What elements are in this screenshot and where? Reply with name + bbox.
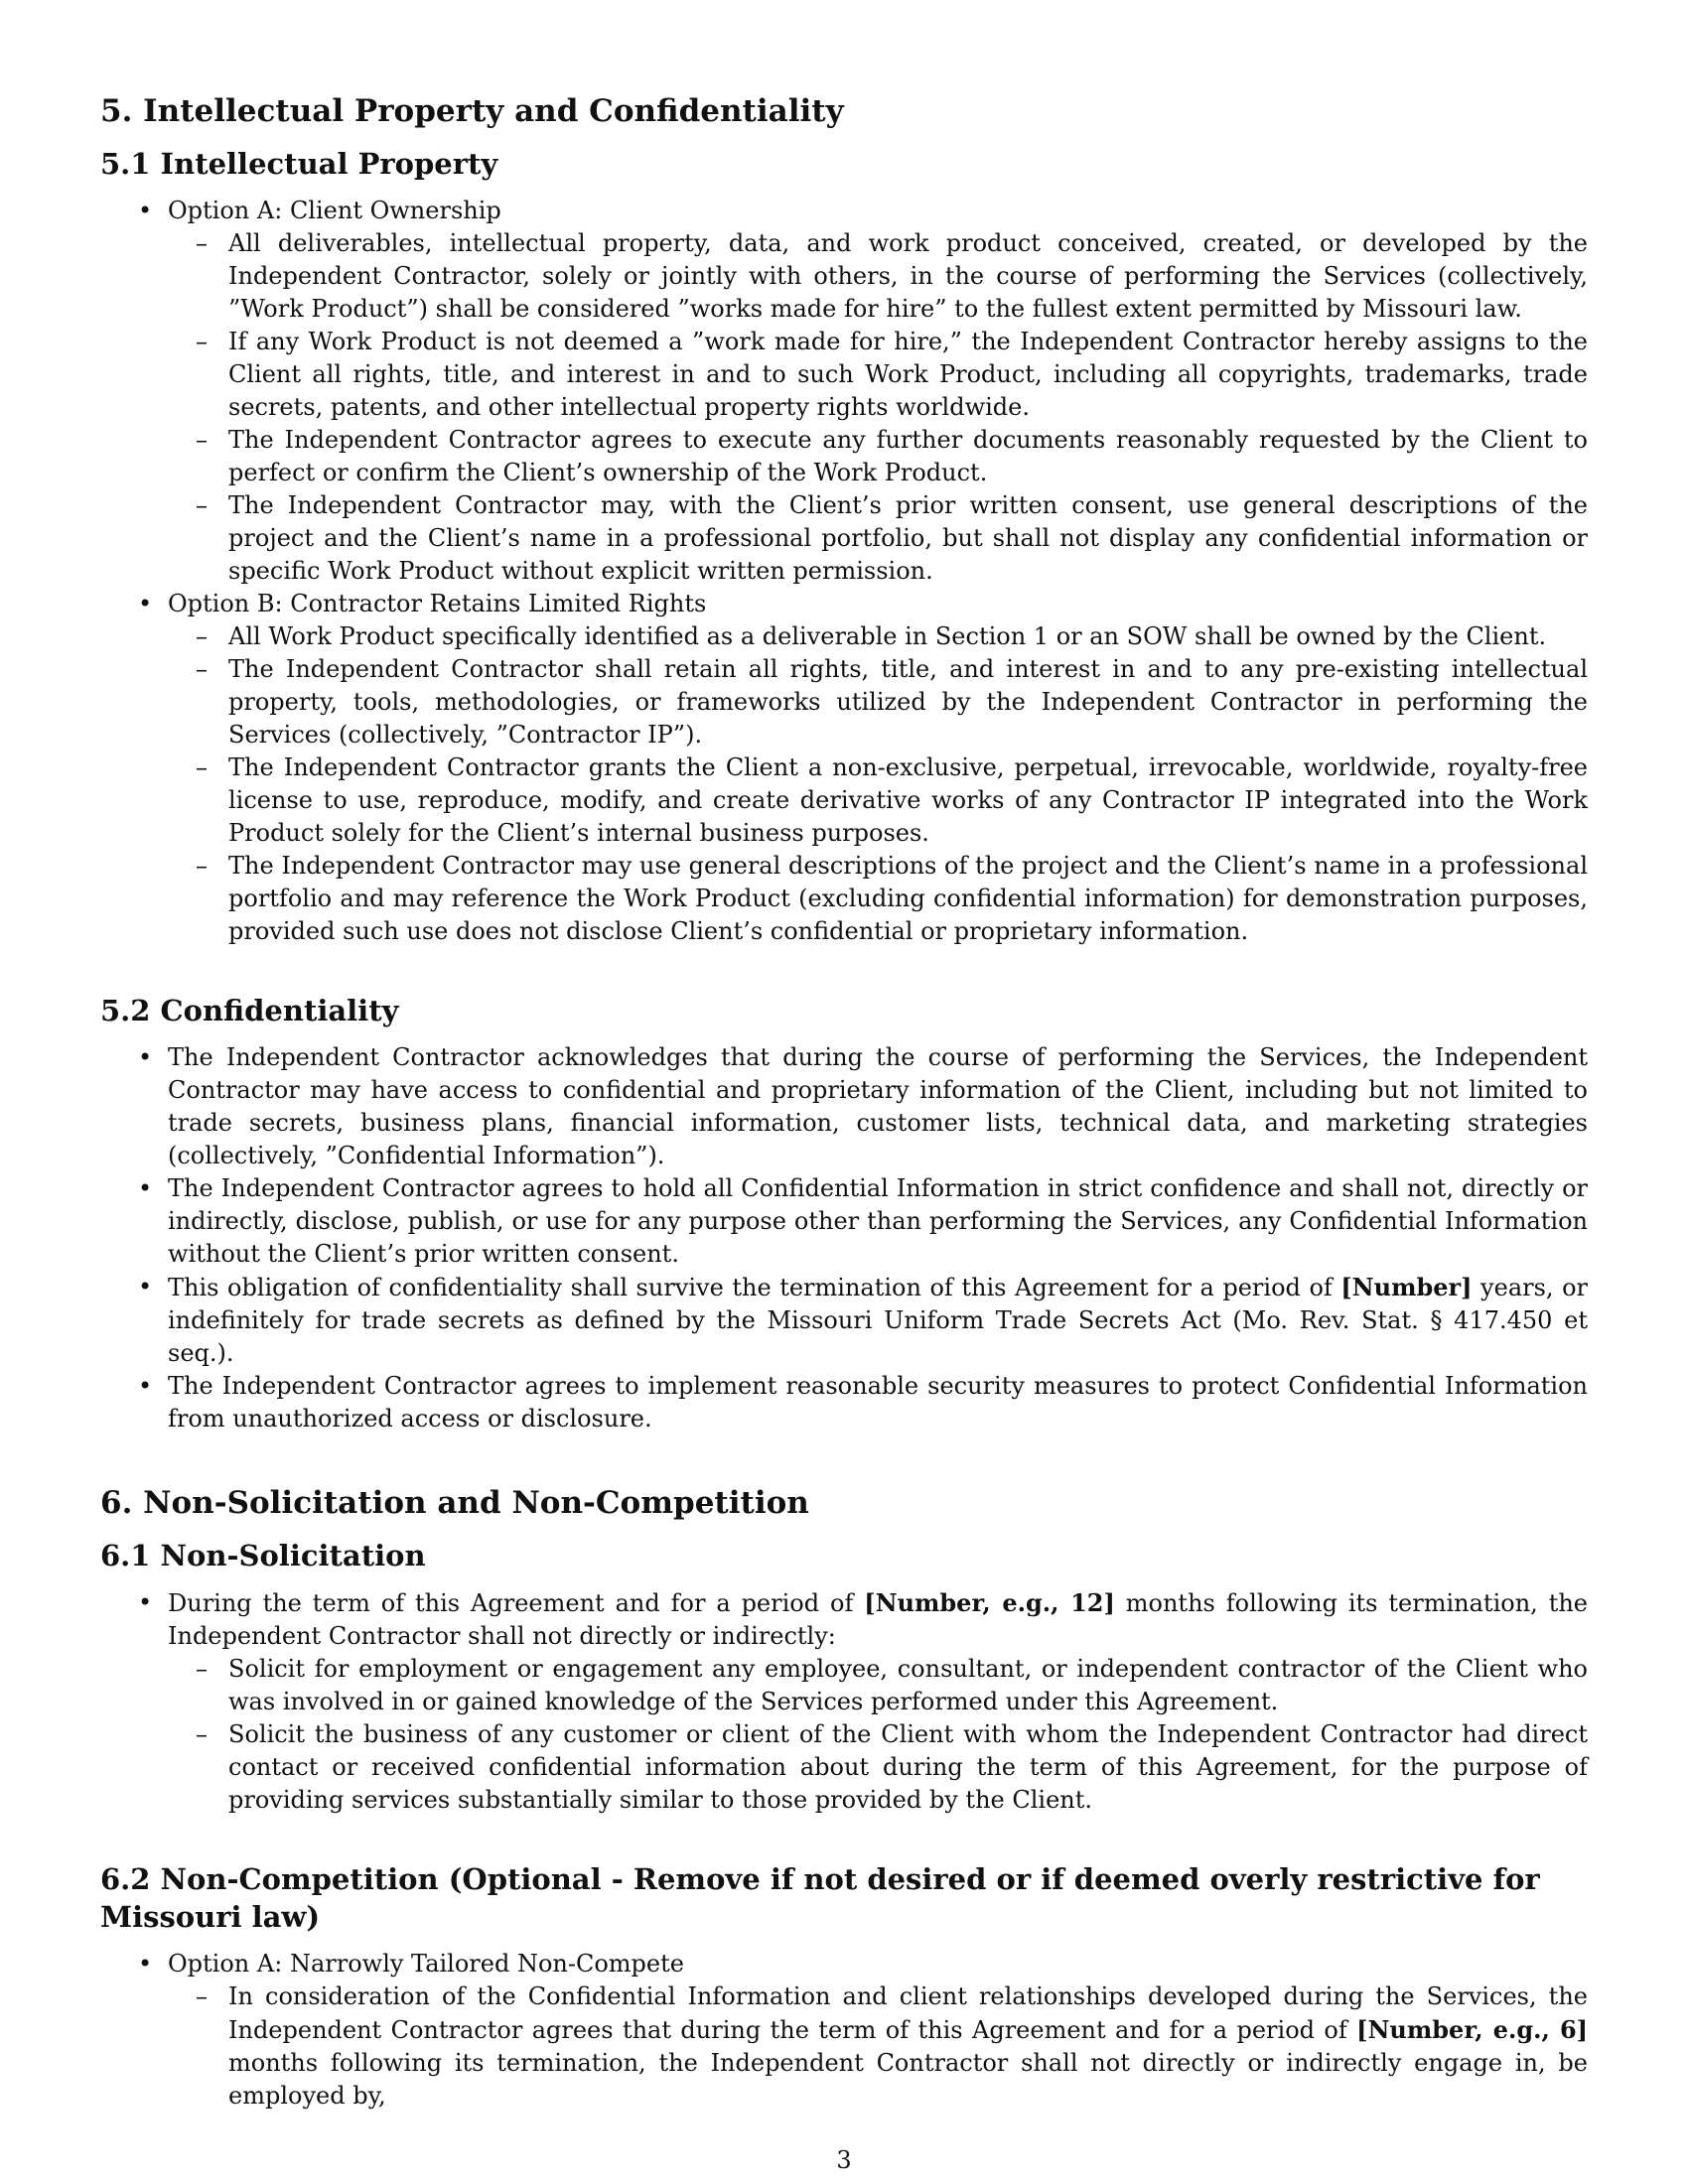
non-solicitation-sublist (168, 1653, 1588, 1817)
placeholder-months: [Number, e.g., 6] (1356, 2015, 1589, 2044)
list-item (100, 1948, 1588, 2113)
section-6-heading: 6. Non-Solicitation and Non-Competition (100, 1485, 809, 1521)
list-item: – The Independent Contractor may use general descriptions of the project and the Client’s name in a professional portfolio and may reference the Work Product (excluding confidential information) for demonstration purposes, provided such use does not disclose Client’s confidential or proprietary information. (168, 850, 1588, 948)
ip-options-list (100, 195, 1588, 948)
list-item: • The Independent Contractor agrees to hold all Confidential Information in strict confidence and shall not, directly or indirectly, disclose, publish, or use for any purpose other than performing the Services, any Confidential Information without the Client’s prior written consent. (100, 1172, 1588, 1271)
placeholder-number: [Number] (1340, 1273, 1473, 1301)
text-run: months following its termination, the Independent Contractor shall not directly or indirectly: (168, 1589, 1588, 1650)
list-item: – If any Work Product is not deemed a ”work made for hire,” the Independent Contractor hereby assigns to the Client all rights, title, and interest in and to such Work Product, including all copyrights, trademarks, trade secrets, patents, and other intellectual property rights worldwide. (168, 326, 1588, 424)
option-a-label: Option A: Client Ownership (168, 197, 501, 224)
text-run: During the term of this Agreement and for a period of (168, 1589, 865, 1617)
list-item: – Solicit for employment or engagement any employee, consultant, or independent contractor of the Client who was involved in or gained knowledge of the Services performed under this Agreement. (168, 1653, 1588, 1718)
list-item (100, 588, 1588, 948)
non-competition-list (100, 1948, 1588, 2113)
list-item: – Solicit the business of any customer or client of the Client with whom the Independent Contractor had direct contact or received confidential information about during the term of this Agreement, for the purpose of providing services substantially similar to those provided by the Client. (168, 1718, 1588, 1817)
page-number: 3 (836, 2146, 852, 2174)
section-6-2-heading: 6.2 Non-Competition (Optional - Remove if not desired or if deemed overly restrictive for Missouri law) (100, 1862, 1540, 1934)
text-run: This obligation of confidentiality shall survive the termination of this Agreement for a period of (168, 1274, 1341, 1301)
list-item: – The Independent Contractor grants the Client a non-exclusive, perpetual, irrevocable, worldwide, royalty-free license to use, reproduce, modify, and create derivative works of any Contractor IP integrated into the Work Product solely for the Client’s internal business purposes. (168, 751, 1588, 850)
list-item (100, 1271, 1588, 1370)
list-item (100, 195, 1588, 588)
text-run: months following its termination, the Independent Contractor shall not directly or indirectly engage in, be employed by, (228, 2049, 1588, 2110)
section-5-2-heading: 5.2 Confidentiality (100, 994, 399, 1027)
option-a-sublist (168, 227, 1588, 588)
non-solicitation-list (100, 1586, 1588, 1817)
confidentiality-list (100, 1041, 1588, 1435)
document-page (100, 91, 1588, 2113)
list-item: – All Work Product specifically identified as a deliverable in Section 1 or an SOW shall be owned by the Client. (168, 620, 1588, 653)
list-item (168, 1980, 1588, 2113)
list-item: – The Independent Contractor shall retain all rights, title, and interest in and to any pre-existing intellectual property, tools, methodologies, or frameworks utilized by the Independent Contractor in performing the Services (collectively, ”Contractor IP”). (168, 653, 1588, 751)
placeholder-months: [Number, e.g., 12] (864, 1588, 1115, 1617)
section-6-1-heading: 6.1 Non-Solicitation (100, 1539, 426, 1572)
section-5-1-heading: 5.1 Intellectual Property (100, 147, 498, 181)
list-item: – The Independent Contractor may, with the Client’s prior written consent, use general descriptions of the project and the Client’s name in a professional portfolio, but shall not display any confidential information or specific Work Product without explicit written permission. (168, 489, 1588, 588)
list-item: • The Independent Contractor acknowledges that during the course of performing the Services, the Independent Contractor may have access to confidential and proprietary information of the Client, including but not limited to trade secrets, business plans, financial information, customer lists, technical data, and marketing strategies (collectively, ”Confidential Information”). (100, 1041, 1588, 1172)
list-item: – The Independent Contractor agrees to execute any further documents reasonably requested by the Client to perfect or confirm the Client’s ownership of the Work Product. (168, 424, 1588, 489)
text-run: years, or indefinitely for trade secrets as defined by the Missouri Uniform Trade Secrets Act (Mo. Rev. Stat. § 417.450 et seq.). (168, 1274, 1589, 1367)
text-run: In consideration of the Confidential Information and client relationships developed during the Services, the Independent Contractor agrees that during the term of this Agreement and for a period of (228, 1982, 1588, 2044)
option-b-label: Option B: Contractor Retains Limited Rights (168, 590, 707, 617)
option-b-sublist (168, 620, 1588, 948)
list-item: – All deliverables, intellectual property, data, and work product conceived, created, or developed by the Independent Contractor, solely or jointly with others, in the course of performing the Services (collectively, ”Work Product”) shall be considered ”works made for hire” to the fullest extent permitted by Missouri law. (168, 227, 1588, 326)
non-compete-sublist (168, 1980, 1588, 2113)
option-a-label: Option A: Narrowly Tailored Non-Compete (168, 1950, 684, 1978)
list-item: • The Independent Contractor agrees to implement reasonable security measures to protect Confidential Information from unauthorized access or disclosure. (100, 1370, 1588, 1435)
section-5-heading: 5. Intellectual Property and Confidentiality (100, 93, 844, 129)
list-item (100, 1586, 1588, 1817)
